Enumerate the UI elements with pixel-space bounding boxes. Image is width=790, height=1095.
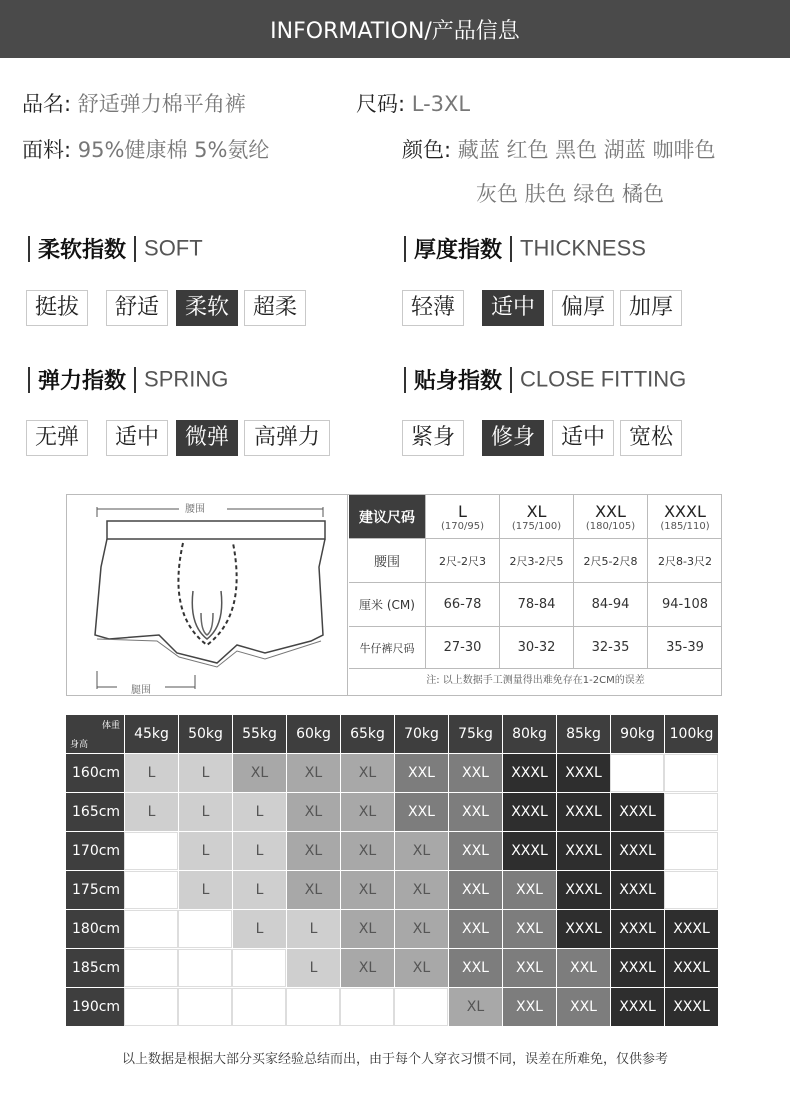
weight-header: 100kg: [664, 715, 718, 753]
grid-row: [66, 948, 722, 987]
option-box: 加厚: [620, 290, 682, 326]
grid-cell: XXL: [556, 988, 610, 1026]
weight-header: 85kg: [556, 715, 610, 753]
grid-cell: L: [286, 910, 340, 948]
product-size: [356, 88, 470, 118]
table-cell: 2尺3-2尺5: [500, 539, 574, 582]
grid-cell: XXL: [394, 754, 448, 792]
product-colors-value-2: 灰色 肤色 绿色 橘色: [476, 182, 665, 206]
row-label: 厘米 (CM): [349, 583, 426, 626]
grid-cell: XL: [340, 949, 394, 987]
weight-header: 75kg: [448, 715, 502, 753]
grid-cell: L: [178, 754, 232, 792]
index-soft: [20, 233, 203, 264]
product-fabric-value: 95%健康棉 5%氨纶: [77, 138, 270, 162]
product-name-value: 舒适弹力棉平角裤: [77, 92, 246, 116]
grid-cell: L: [286, 949, 340, 987]
grid-cell: L: [232, 832, 286, 870]
index-soft-en: SOFT: [144, 235, 203, 261]
boxer-diagram: [67, 495, 348, 695]
product-colors: [402, 134, 715, 164]
height-label: 190cm: [66, 988, 124, 1026]
grid-cell: XXL: [502, 988, 556, 1026]
grid-cell: XL: [448, 988, 502, 1026]
grid-cell: XXXL: [556, 793, 610, 831]
grid-row: [66, 792, 722, 831]
table-cell: 27-30: [426, 627, 500, 668]
grid-cell: XXXL: [502, 754, 556, 792]
grid-cell: XXXL: [556, 871, 610, 909]
height-label: 165cm: [66, 793, 124, 831]
option-box: 舒适: [106, 290, 168, 326]
row-label: 腰围: [349, 539, 426, 582]
weight-header: 55kg: [232, 715, 286, 753]
row-label: 牛仔裤尺码: [349, 627, 426, 668]
grid-cell: XXXL: [610, 910, 664, 948]
option-box: 超柔: [244, 290, 306, 326]
option-box: 偏厚: [552, 290, 614, 326]
table-cell: 94-108: [661, 597, 709, 612]
leg-label: 腿围: [131, 685, 151, 696]
product-fabric-label: 面料:: [22, 138, 72, 162]
grid-cell: [664, 793, 718, 831]
grid-cell: XXXL: [610, 793, 664, 831]
product-name: [22, 88, 246, 118]
product-colors-value-1: 藏蓝 红色 黑色 湖蓝 咖啡色: [457, 138, 716, 162]
grid-cell: [124, 949, 178, 987]
grid-cell: [664, 871, 718, 909]
weight-header: 45kg: [124, 715, 178, 753]
option-box: 适中: [552, 420, 614, 456]
grid-cell: XXXL: [610, 949, 664, 987]
size-row-waist: [349, 539, 722, 583]
table-cell: 2尺5-2尺8: [574, 539, 648, 582]
grid-cell: XXL: [394, 793, 448, 831]
grid-cell: L: [178, 793, 232, 831]
grid-cell: [664, 832, 718, 870]
product-fabric: [22, 134, 269, 164]
weight-height-grid: [66, 714, 722, 1026]
header-bar: [0, 0, 790, 58]
grid-cell: [340, 988, 394, 1026]
grid-cell: XXL: [448, 910, 502, 948]
grid-cell: XXXL: [502, 832, 556, 870]
size-row-jeans: [349, 627, 722, 669]
product-name-label: 品名:: [22, 92, 72, 116]
grid-cell: XXL: [448, 949, 502, 987]
grid-cell: [124, 910, 178, 948]
grid-cell: [178, 988, 232, 1026]
grid-cell: XXL: [448, 832, 502, 870]
index-spring: [20, 364, 228, 395]
grid-cell: XL: [340, 871, 394, 909]
grid-cell: XXL: [448, 871, 502, 909]
table-cell: 2尺-2尺3: [426, 539, 500, 582]
weight-header: 60kg: [286, 715, 340, 753]
grid-cell: XXXL: [556, 910, 610, 948]
grid-cell: [178, 949, 232, 987]
corner-weight-label: 体重: [101, 721, 120, 731]
grid-row: [66, 909, 722, 948]
height-label: 180cm: [66, 910, 124, 948]
grid-cell: XL: [340, 832, 394, 870]
height-label: 185cm: [66, 949, 124, 987]
grid-cell: XL: [394, 910, 448, 948]
boxer-outline-icon: [67, 495, 348, 695]
weight-header: 70kg: [394, 715, 448, 753]
grid-cell: L: [124, 754, 178, 792]
table-cell: 32-35: [574, 627, 648, 668]
grid-cell: XL: [286, 793, 340, 831]
option-box: 适中: [106, 420, 168, 456]
size-table-note: 注: 以上数据手工测量得出难免存在1-2CM的误差: [426, 675, 645, 686]
option-box-selected: 适中: [482, 290, 544, 326]
grid-cell: XXXL: [610, 871, 664, 909]
table-cell: 66-78: [426, 583, 500, 626]
grid-cell: XXXL: [664, 910, 718, 948]
grid-cell: XL: [394, 832, 448, 870]
index-fitting: [396, 364, 686, 395]
grid-row: [66, 753, 722, 792]
index-fitting-zh: 贴身指数: [414, 369, 503, 394]
height-label: 170cm: [66, 832, 124, 870]
grid-cell: L: [178, 832, 232, 870]
weight-header: 90kg: [610, 715, 664, 753]
grid-cell: [232, 988, 286, 1026]
product-size-label: 尺码:: [356, 92, 406, 116]
grid-row: [66, 870, 722, 909]
grid-cell: [124, 988, 178, 1026]
size-table: [349, 495, 722, 695]
option-box: 挺拔: [26, 290, 88, 326]
grid-cell: XL: [394, 871, 448, 909]
option-box: 高弹力: [244, 420, 330, 456]
grid-cell: XXXL: [556, 754, 610, 792]
option-box: 轻薄: [402, 290, 464, 326]
size-row-cm: [349, 583, 722, 627]
index-soft-zh: 柔软指数: [38, 238, 127, 263]
grid-cell: XXXL: [610, 832, 664, 870]
grid-cell: XXXL: [502, 793, 556, 831]
grid-cell: XXL: [502, 949, 556, 987]
grid-corner: [66, 715, 124, 753]
weight-header: 65kg: [340, 715, 394, 753]
option-box-selected: 修身: [482, 420, 544, 456]
grid-cell: L: [232, 910, 286, 948]
grid-cell: [124, 871, 178, 909]
weight-header: 80kg: [502, 715, 556, 753]
grid-row: [66, 987, 722, 1026]
grid-cell: XXL: [448, 754, 502, 792]
grid-cell: XL: [286, 754, 340, 792]
product-size-value: L-3XL: [411, 92, 471, 116]
index-thickness-zh: 厚度指数: [414, 238, 503, 263]
size-chart-box: [66, 494, 722, 696]
grid-cell: XXXL: [664, 949, 718, 987]
option-box-selected: 微弹: [176, 420, 238, 456]
footer-note: 以上数据是根据大部分买家经验总结而出，由于每个人穿衣习惯不同，误差在所难免，仅供参考: [121, 1052, 668, 1067]
product-colors-label: 颜色:: [402, 138, 452, 162]
size-col-xxl: XXL (180/105): [574, 495, 648, 538]
size-table-header-label: 建议尺码: [349, 495, 426, 538]
grid-cell: XL: [340, 754, 394, 792]
product-colors-line2: [476, 178, 664, 208]
size-col-l: L (170/95): [426, 495, 500, 538]
grid-cell: XXL: [556, 949, 610, 987]
grid-cell: XL: [286, 871, 340, 909]
grid-cell: XXL: [502, 871, 556, 909]
option-box: 宽松: [620, 420, 682, 456]
grid-cell: XXL: [502, 910, 556, 948]
option-box-selected: 柔软: [176, 290, 238, 326]
grid-cell: XL: [286, 832, 340, 870]
size-col-xxxl: XXXL (185/110): [660, 501, 710, 532]
table-cell: 84-94: [574, 583, 648, 626]
grid-cell: L: [232, 871, 286, 909]
height-label: 160cm: [66, 754, 124, 792]
grid-cell: XL: [394, 949, 448, 987]
option-box: 无弹: [26, 420, 88, 456]
grid-cell: XL: [340, 910, 394, 948]
index-fitting-en: CLOSE FITTING: [520, 366, 687, 392]
size-col-xl: XL (175/100): [500, 495, 574, 538]
grid-cell: XL: [232, 754, 286, 792]
index-spring-zh: 弹力指数: [38, 369, 127, 394]
grid-cell: L: [124, 793, 178, 831]
corner-height-label: 身高: [70, 740, 89, 750]
grid-row: [66, 831, 722, 870]
size-table-header-row: [349, 495, 722, 539]
grid-cell: [178, 910, 232, 948]
index-spring-en: SPRING: [144, 366, 229, 392]
grid-cell: [610, 754, 664, 792]
grid-cell: [286, 988, 340, 1026]
weight-header: 50kg: [178, 715, 232, 753]
grid-cell: XL: [340, 793, 394, 831]
grid-header-row: [66, 714, 722, 753]
grid-cell: XXXL: [556, 832, 610, 870]
grid-cell: [232, 949, 286, 987]
grid-cell: [664, 754, 718, 792]
table-cell: 35-39: [666, 640, 704, 655]
grid-cell: XXXL: [610, 988, 664, 1026]
page-title: INFORMATION/产品信息: [270, 19, 520, 44]
grid-cell: [394, 988, 448, 1026]
table-cell: 78-84: [500, 583, 574, 626]
index-thickness: [396, 233, 646, 264]
option-box: 紧身: [402, 420, 464, 456]
grid-cell: L: [232, 793, 286, 831]
grid-cell: [124, 832, 178, 870]
index-thickness-en: THICKNESS: [520, 235, 646, 261]
height-label: 175cm: [66, 871, 124, 909]
table-cell: 2尺8-3尺2: [658, 554, 712, 568]
grid-cell: XXL: [448, 793, 502, 831]
table-cell: 30-32: [500, 627, 574, 668]
grid-cell: L: [178, 871, 232, 909]
grid-cell: XXXL: [664, 988, 718, 1026]
waist-label: 腰围: [185, 504, 205, 515]
